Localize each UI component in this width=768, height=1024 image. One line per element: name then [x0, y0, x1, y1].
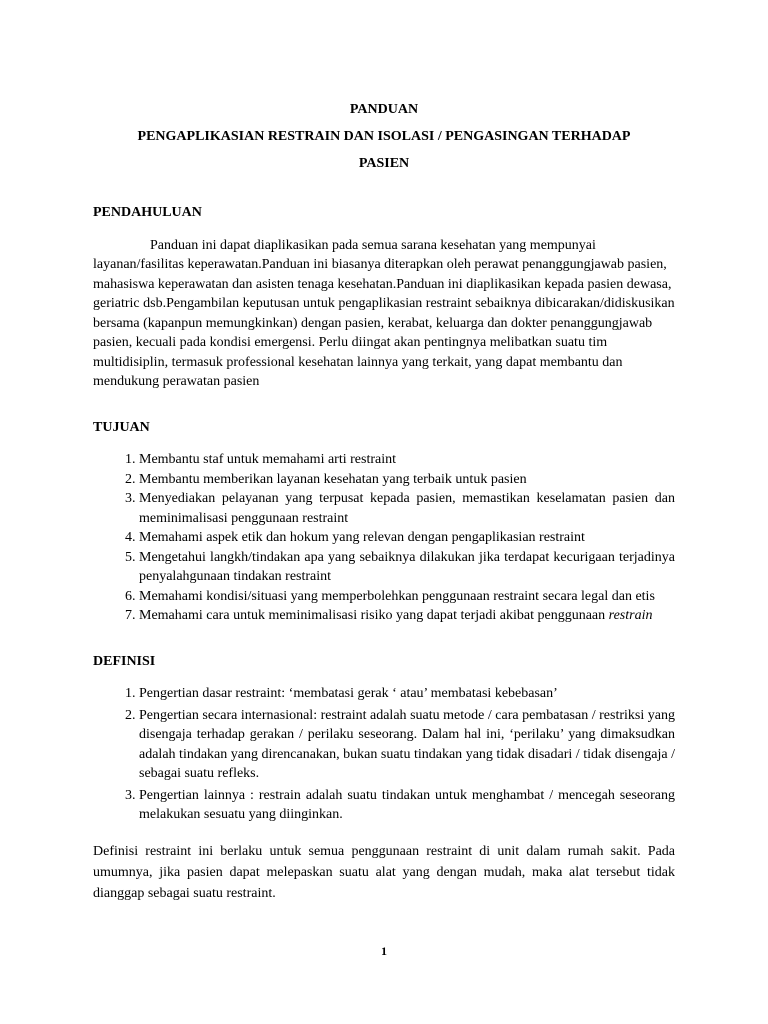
- list-item: 6. Memahami kondisi/situasi yang memperbolehkan penggunaan restraint secara legal dan etis: [139, 587, 675, 607]
- pendahuluan-paragraph: Panduan ini dapat diaplikasikan pada semua sarana kesehatan yang mempunyai layanan/fasilitas keperawatan.Panduan ini biasanya diterapkan oleh perawat penanggungjawab pasien, mahasiswa keperawatan dan asisten tenaga kesehatan.Panduan ini diaplikasikan kepada pasien dewasa, geriatric dsb.Pengambilan keputusan untuk pengaplikasian restraint sebaiknya dibicarakan/didiskusikan bersama (kapanpun memungkinkan) dengan pasien, kerabat, keluarga dan dokter penanggungjawab pasien, kecuali pada kondisi emergensi. Perlu diingat akan pentingnya melibatkan suatu tim multidisiplin, termasuk professional kesehatan lainnya yang terkait, yang dapat membantu dan mendukung perawatan pasien: [93, 237, 675, 389]
- list-item: 5. Mengetahui langkh/tindakan apa yang sebaiknya dilakukan jika terdapat kecurigaan terjadinya penyalahgunaan tindakan restraint: [139, 548, 675, 587]
- list-item: [139, 606, 675, 626]
- list-item: 3. Menyediakan pelayanan yang terpusat kepada pasien, memastikan keselamatan pasien dan meminimalisasi penggunaan restraint: [139, 489, 675, 528]
- definisi-list: [93, 684, 675, 825]
- list-item: 1. Pengertian dasar restraint: ‘membatasi gerak ‘ atau’ membatasi kebebasan’: [139, 684, 675, 704]
- list-item: 1. Membantu staf untuk memahami arti restraint: [139, 450, 675, 470]
- list-item: 3. Pengertian lainnya : restrain adalah suatu tindakan untuk menghambat / mencegah seseorang melakukan sesuatu yang diinginkan.: [139, 786, 675, 825]
- heading-pendahuluan: PENDAHULUAN: [93, 205, 202, 220]
- title-line-3: PASIEN: [358, 156, 410, 171]
- list-item: 2. Pengertian secara internasional: restraint adalah suatu metode / cara pembatasan / restriksi yang disengaja terhadap gerakan / perilaku seseorang. Dalam hal ini, ‘perilaku’ yang dimaksudkan adalah tindakan yang direncanakan, bukan suatu tindakan yang tidak disadari / tidak disengaja / sebagai suatu refleks.: [139, 706, 675, 784]
- document-page: [93, 100, 675, 918]
- heading-tujuan: TUJUAN: [93, 419, 150, 435]
- list-item: 4. Memahami aspek etik dan hokum yang relevan dengan pengaplikasian restraint: [139, 528, 675, 548]
- document-title: [93, 100, 675, 173]
- list-item-italic-text: restrain: [608, 608, 653, 623]
- list-item: 2. Membantu memberikan layanan kesehatan yang terbaik untuk pasien: [139, 470, 675, 490]
- heading-definisi: DEFINISI: [93, 653, 156, 669]
- tujuan-list: [93, 450, 675, 626]
- title-line-2: PENGAPLIKASIAN RESTRAIN DAN ISOLASI / PENGASINGAN TERHADAP: [137, 129, 631, 144]
- definisi-closing-paragraph: Definisi restraint ini berlaku untuk semua penggunaan restraint di unit dalam rumah sakit. Pada umumnya, jika pasien dapat melepaskan suatu alat yang dengan mudah, maka alat tersebut tidak dianggap sebagai suatu restraint.: [93, 843, 675, 901]
- title-line-1: PANDUAN: [349, 102, 419, 117]
- page-number: 1: [381, 944, 387, 958]
- list-item-text: Memahami cara untuk meminimalisasi risiko yang dapat terjadi akibat penggunaan: [139, 608, 606, 623]
